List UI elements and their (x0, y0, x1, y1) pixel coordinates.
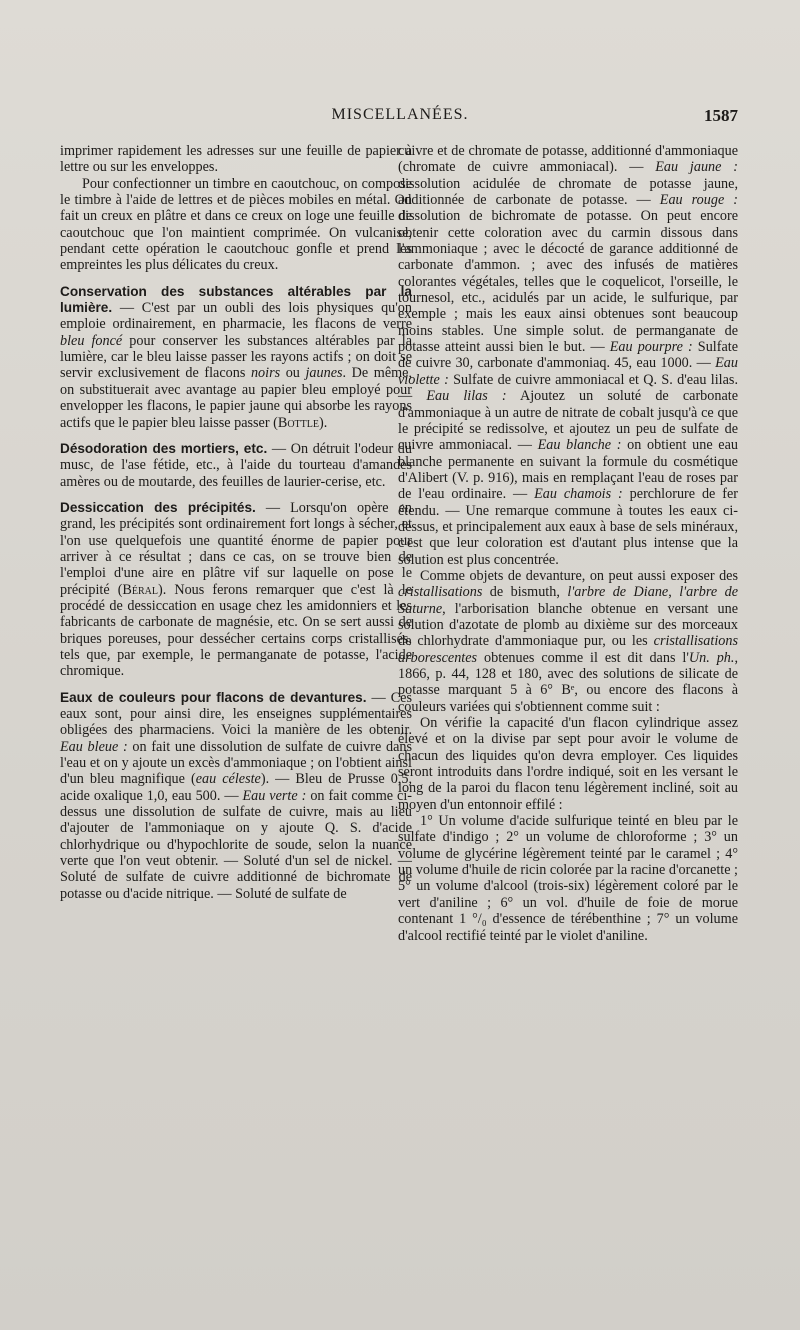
section-desodoration: Désodoration des mortiers, etc. — On détruit l'odeur du musc, de l'ase fétide, etc., à l'aide du tourteau d'amandes amères ou de moutarde, des feuilles de laurier-cerise, etc. (60, 440, 412, 490)
paragraph-continuation: imprimer rapidement les adresses sur une feuille de papier à lettre ou sur les enveloppes. (60, 143, 412, 176)
paragraph-colored-waters: cuivre et de chromate de potasse, additionné d'ammoniaque (chromate de cuivre ammoniacal). — Eau jaune : dissolution acidulée de chromate de potasse jaune, additionnée de carbonate de potasse. — Eau rouge : dissolution de bichromate de potasse. On peut encore obtenir cette coloration avec du carmin dissous dans l'ammoniaque ; avec le décocté de garance additionné de carbonate d'ammon. ; avec des infusés de matières colorantes végétales, telles que le coquelicot, l'orseille, le tournesol, etc., acidulés par un acide, le sulfurique, par exemple ; mais les eaux ainsi obtenues sont beaucoup moins stables. Une simple solut. de permanganate de potasse atteint aussi bien le but. — Eau pourpre : Sulfate de cuivre 30, carbonate d'ammoniaq. 45, eau 1000. — Eau violette : Sulfate de cuivre ammoniacal et Q. S. d'eau lilas. — Eau lilas : Ajoutez un soluté de carbonate d'ammoniaque à un autre de nitrate de cobalt jusqu'à ce que le précipité se redissolve, et ajoutez un peu de sulfate de cuivre ammoniacal. — Eau blanche : on obtient une eau blanche permanente en suivant la formule du cosmétique d'Alibert (V. p. 916), mais en remplaçant l'eau de roses par de l'eau ordinaire. — Eau chamois : perchlorure de fer étendu. — Une remarque commune à toutes les eaux ci-dessus, et principalement aux eaux à base de sels minéraux, c'est que leur coloration est d'autant plus intense que la solution est plus concentrée. (398, 143, 738, 568)
section-conservation: Conservation des substances altérables par la lumière. — C'est par un oubli des lois physiques qu'on emploie ordinairement, en pharmacie, les flacons de verre bleu foncé pour conserver les substances altérables par la lumière, car le bleu laisse passer les rayons actifs ; on doit se servir exclusivement de flacons noirs ou jaunes. De même, on substituerait avec avantage au papier bleu employé pour envelopper les flacons, le papier jaune qui absorbe les rayons actifs que le papier bleu laisse passer (Bottle). (60, 283, 413, 431)
paragraph-flask-capacity: On vérifie la capacité d'un flacon cylindrique assez élevé et on la divise par sept pour avoir le volume de chacun des liquides qu'on devra employer. Ces liquides seront introduits dans l'ordre indiqué, soit en les versant le long de la paroi du flacon tenu légèrement incliné, soit au moyen d'un entonnoir effilé : (398, 715, 738, 813)
section-dessiccation: Dessiccation des précipités. — Lorsqu'on opère en grand, les précipités sont ordinairement fort longs à sécher, et l'on use quelquefois une quantité énorme de papier pour arriver à ce résultat ; dans ce cas, on se trouve bien de l'emploi d'une aire en plâtre vif sur laquelle on pose le précipité (Béral). Nous ferons remarquer que c'est là le procédé de dessiccation en usage chez les amidonniers et les fabricants de carbonate de magnésie, etc. On se sert aussi de briques poreuses, pour dessécher certains corps cristallisés, tels que, par exemple, le permanganate de potasse, l'acide chromique. (60, 499, 412, 680)
section-heading: Conservation des substances altérables par la lumière. (60, 283, 412, 316)
running-header (0, 106, 800, 136)
header-title: MISCELLANÉES. (331, 106, 469, 123)
section-heading: Désodoration des mortiers, etc. (60, 440, 268, 456)
paragraph-liquid-list: 1° Un volume d'acide sulfurique teinté en bleu par le sulfate d'indigo ; 2° un volume de chloroforme ; 3° un volume de glycérine légèrement teinté par le caramel ; 4° un volume d'huile de ricin colorée par la racine d'orcanette ; 5° un volume d'alcool (trois-six) légèrement coloré par le vert d'aniline ; 6° un vol. d'huile de foie de morue contenant 1 °/₀ d'essence de térébenthine ; 7° un volume d'alcool rectifié teinté par le violet d'aniline. (398, 813, 738, 944)
author-name: Béral (122, 581, 158, 598)
right-column (398, 143, 738, 944)
paragraph-rubber-stamp: Pour confectionner un timbre en caoutchouc, on compose le timbre à l'aide de lettres et de pièces mobiles en métal. On fait un creux en plâtre et dans ce creux on loge une feuille de caoutchouc que l'on maintient comprimée. On vulcanise, pendant cette opération le caoutchouc gonfle et prend les empreintes les plus délicates du creux. (60, 175, 412, 274)
section-eaux-de-couleurs: Eaux de couleurs pour flacons de devantures. — Ces eaux sont, pour ainsi dire, les enseignes supplémentaires obligées des pharmaciens. Voici la manière de les obtenir. Eau bleue : on fait une dissolution de sulfate de cuivre dans l'eau et on y ajoute un excès d'ammoniaque ; on l'obtient ainsi d'un bleu magnifique (eau céleste). — Bleu de Prusse 0,5, acide oxalique 1,0, eau 500. — Eau verte : on fait comme ci-dessus une dissolution de sulfate de cuivre, mais au lieu d'ajouter de l'ammoniaque on y ajoute Q. S. d'acide chlorhydrique ou d'hypochlorite de soude, selon la nuance verte que l'on veut obtenir. — Soluté d'un sel de nickel. — Soluté de sulfate de cuivre additionné de bichromate de potasse ou d'acide nitrique. — Soluté de sulfate de (60, 689, 413, 902)
section-heading: Eaux de couleurs pour flacons de devantures. (60, 689, 367, 705)
paragraph-display-objects: Comme objets de devanture, on peut aussi exposer des cristallisations de bismuth, l'arbre de Diane, l'arbre de Saturne, l'arborisation blanche obtenue en versant une solution d'azotate de plomb au dixième sur des morceaux de chlorhydrate d'ammoniaque pur, ou les cristallisations arborescentes obtenues comme il est dit dans l'Un. ph., 1866, p. 44, 128 et 180, avec des solutions de silicate de potasse marquant 5 à 6° Bᵉ, ou encore des flacons à couleurs variées qui s'obtiennent comme suit : (398, 567, 738, 715)
section-heading: Dessiccation des précipités. (60, 499, 256, 515)
page-number: 1587 (704, 106, 738, 125)
left-column (60, 143, 412, 902)
author-name: Bottle (277, 414, 319, 431)
